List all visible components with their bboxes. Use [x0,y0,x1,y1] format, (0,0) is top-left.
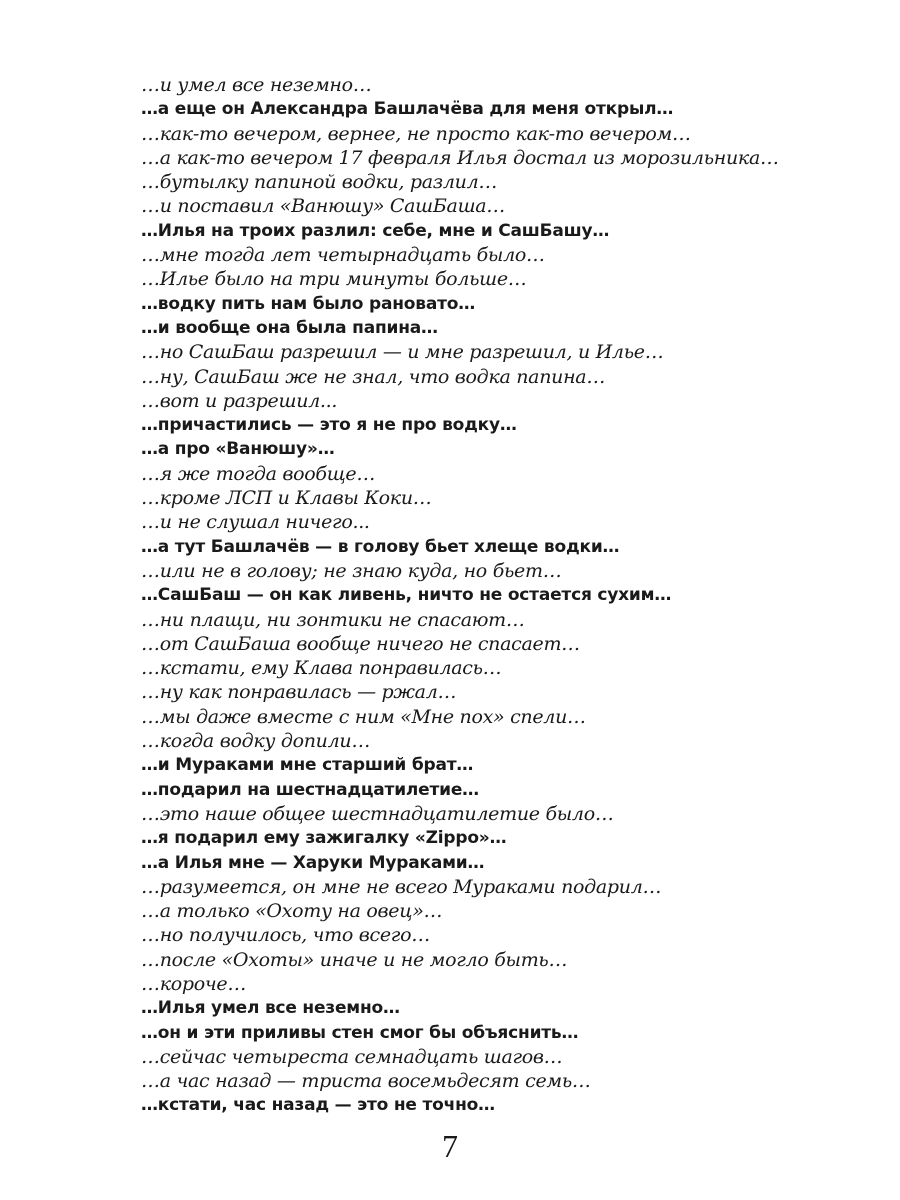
text-line-italic: …короче… [141,972,247,995]
text-line-italic: …а как-то вечером 17 февраля Илья достал из морозильника… [141,146,779,169]
text-line-bold: …кстати, час назад — это не точно… [141,1095,495,1116]
text-line-italic: …это наше общее шестнадцатилетие было… [141,802,614,825]
text-line-italic: …когда водку допили… [141,730,371,753]
text-line-italic: …и не слушал ничего... [141,511,370,534]
text-line-bold: …а тут Башлачёв — в голову бьет хлеще водки… [141,536,620,557]
text-line-italic: …вот и разрешил... [141,389,338,412]
text-line-italic: …как-то вечером, вернее, не просто как-то вечером… [141,122,691,145]
page-number: 7 [442,1128,458,1164]
text-line-bold: …я подарил ему зажигалку «Zippo»… [141,828,507,849]
text-line-italic: …кроме ЛСП и Клавы Коки… [141,487,432,510]
text-line-italic: …и умел все неземно… [141,74,372,96]
text-line-bold: …а про «Ванюшу»… [141,439,335,460]
text-line-italic: …ни плащи, ни зонтики не спасают… [141,608,525,631]
text-line-italic: …или не в голову; не знаю куда, но бьет… [141,559,562,582]
text-block [141,73,861,1118]
text-line-bold: …причастились — это я не про водку… [141,415,517,436]
text-line-italic: …а час назад — триста восемьдесят семь… [141,1070,591,1093]
text-line-italic: …сейчас четыреста семнадцать шагов… [141,1045,563,1068]
text-line-italic: …от СашБаша вообще ничего не спасает… [141,632,580,655]
text-line-italic: …и поставил «Ванюшу» СашБаша… [141,195,505,218]
text-line-italic: …бутылку папиной водки, разлил… [141,171,498,194]
text-line-bold: …Илья умел все неземно… [141,998,400,1019]
text-line-italic: …а только «Охоту на овец»… [141,900,443,923]
text-line-italic: …разумеется, он мне не всего Мураками подарил… [141,875,662,898]
text-line-bold: …водку пить нам было рановато… [141,293,476,314]
text-line-italic: …но СашБаш разрешил — и мне разрешил, и Илье… [141,341,664,364]
text-line-italic: …Илье было на три минуты больше… [141,268,527,291]
text-line-bold: …а еще он Александра Башлачёва для меня открыл… [141,99,674,120]
text-line-bold: …Илья на троих разлил: себе, мне и СашБашу… [141,220,610,241]
text-line-italic: …мне тогда лет четырнадцать было… [141,244,545,267]
text-line-italic: …мы даже вместе с ним «Мне пох» спели… [141,705,586,728]
text-line-bold: …и вообще она была папина… [141,317,438,338]
text-line-bold: …СашБаш — он как ливень, ничто не остается сухим… [141,585,672,606]
text-line-italic: …но получилось, что всего… [141,924,430,947]
text-line-italic: …кстати, ему Клава понравилась… [141,657,502,680]
text-line-bold: …он и эти приливы стен смог бы объяснить… [141,1022,579,1043]
text-line-bold: …а Илья мне — Харуки Мураками… [141,852,485,873]
text-line-bold: …и Мураками мне старший брат… [141,755,474,776]
text-line-italic: …я же тогда вообще… [141,462,376,485]
text-line-bold: …подарил на шестнадцатилетие… [141,779,479,800]
text-line-italic: …ну как понравилась — ржал… [141,681,457,704]
text-line-italic: …после «Охоты» иначе и не могло быть… [141,948,568,971]
text-line-italic: …ну, СашБаш же не знал, что водка папина… [141,365,606,388]
